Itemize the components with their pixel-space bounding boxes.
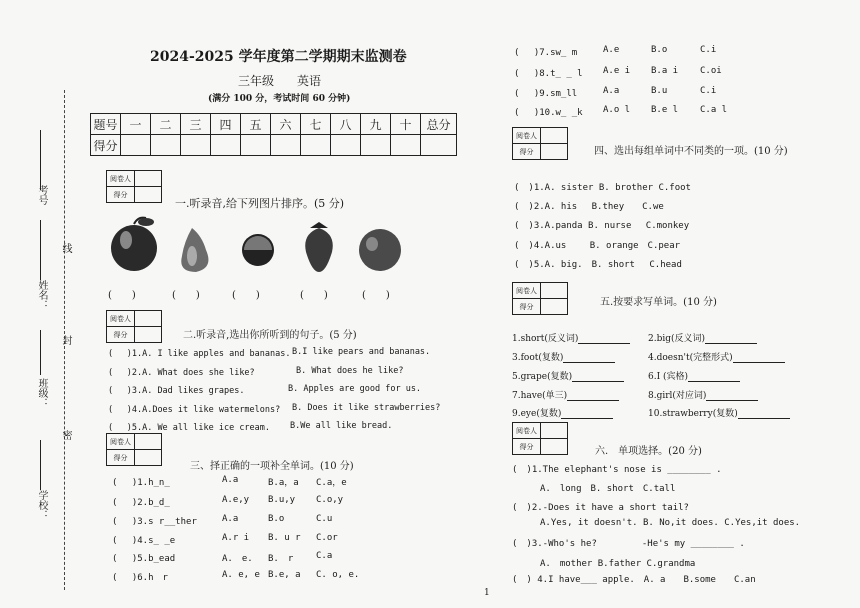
exam-number-line[interactable]: [40, 130, 41, 190]
score-input[interactable]: [541, 144, 568, 160]
s3-option-c[interactable]: C.a l: [700, 105, 728, 115]
s5-prompt: 2.big(反义词): [648, 334, 706, 344]
s3-question[interactable]: ( )4.s_ _e: [112, 536, 176, 546]
s3-option-c[interactable]: C.or: [316, 533, 338, 543]
s3-option-b[interactable]: B.o: [651, 45, 668, 55]
s3-option-b[interactable]: B.a，a: [268, 478, 299, 488]
exam-note: (满分 100 分，考试时间 60 分钟): [208, 94, 351, 104]
s6-question[interactable]: ( )1.The elephant's nose is ________ .: [512, 465, 722, 475]
grader-box-s6: [512, 422, 568, 455]
answer-blank[interactable]: [688, 372, 740, 382]
score-table-cell: 题号: [91, 114, 121, 135]
s6-question[interactable]: ( ) 4.I have___ apple. A. a B.some C.an: [512, 575, 756, 585]
s2-q5-b[interactable]: B.We all like bread.: [290, 421, 393, 431]
s3-option-a[interactable]: A. e.: [222, 554, 253, 564]
s3-option-a[interactable]: A.e,y: [222, 495, 250, 505]
s3-option-a[interactable]: A.e i: [603, 66, 631, 76]
section-6-title: 六. 单项选择。(20 分): [595, 446, 702, 457]
s2-q3-b[interactable]: B. Apples are good for us.: [288, 384, 422, 394]
s6-question[interactable]: ( )3.-Who's he? -He's my ________ .: [512, 539, 745, 549]
reviewer-input[interactable]: [135, 434, 162, 450]
s5-item-right[interactable]: [648, 388, 758, 401]
s3-question[interactable]: ( )6.h r: [112, 573, 168, 583]
s3-option-a[interactable]: A.e: [603, 45, 620, 55]
s2-q3-a[interactable]: ( )3.A. Dad likes grapes.: [108, 386, 245, 396]
score-table-cell: 九: [361, 114, 391, 135]
score-label: 得分: [513, 299, 541, 315]
score-table-cell: 一: [121, 114, 151, 135]
s6-options[interactable]: A. long B. short C.tall: [540, 484, 676, 494]
section-3-title: 三、择正确的一项补全单词。(10 分): [190, 461, 354, 472]
s5-item-left[interactable]: [512, 350, 615, 363]
answer-blank[interactable]: [733, 353, 785, 363]
orange-image: [356, 222, 404, 272]
s3-option-c[interactable]: C.oi: [700, 66, 722, 76]
score-label: 得分: [107, 187, 135, 203]
score-input[interactable]: [135, 187, 162, 203]
s6-question[interactable]: ( )2.-Does it have a short tail?: [512, 503, 689, 513]
score-label: 得分: [513, 439, 541, 455]
score-input-cell[interactable]: [271, 135, 301, 156]
s3-option-c[interactable]: C.u: [316, 514, 333, 524]
score-row-label: 得分: [91, 135, 121, 156]
score-table-score-row: [91, 135, 457, 156]
class-line[interactable]: [40, 330, 41, 375]
s4-item[interactable]: ( )4.A.us B. orange C.pear: [514, 241, 681, 251]
s3-option-a[interactable]: A.r i: [222, 533, 250, 543]
answer-blank[interactable]: [705, 334, 757, 344]
exam-number-label: 考号: [36, 185, 47, 205]
answer-blank[interactable]: [561, 409, 613, 419]
s3-question[interactable]: ( )5.b_ead: [112, 554, 176, 564]
score-input-cell[interactable]: [421, 135, 457, 156]
s2-q4-a[interactable]: ( )4.A.Does it like watermelons?: [108, 405, 281, 415]
score-input[interactable]: [541, 439, 568, 455]
grade-label: 三年级: [238, 74, 275, 88]
s3-question[interactable]: ( )2.b_d_: [112, 498, 170, 508]
score-table-cell: 七: [301, 114, 331, 135]
s2-q1-a[interactable]: ( )1.A. I like apples and bananas.: [108, 349, 291, 359]
answer-blank[interactable]: [572, 372, 624, 382]
section-5-title: 五.按要求写单词。(10 分): [600, 297, 717, 308]
s3-option-c[interactable]: C. o, e.: [316, 570, 360, 580]
s4-item[interactable]: ( )3.A.panda B. nurse C.monkey: [514, 221, 690, 231]
order-bracket-3[interactable]: ( ): [232, 290, 260, 301]
s5-item-right[interactable]: [648, 369, 740, 382]
score-table-cell: 二: [151, 114, 181, 135]
score-input-cell[interactable]: [361, 135, 391, 156]
s3-option-c[interactable]: C.i: [700, 45, 717, 55]
answer-blank[interactable]: [578, 334, 630, 344]
seal-text-feng: 封: [60, 335, 71, 345]
grader-box-s5: [512, 282, 568, 315]
score-input[interactable]: [135, 450, 162, 466]
s5-prompt: 7.have(单三): [512, 391, 568, 401]
s5-item-left[interactable]: [512, 331, 630, 344]
seal-text-xian: 线: [60, 243, 71, 253]
answer-blank[interactable]: [738, 409, 790, 419]
s3-option-b[interactable]: B.e l: [651, 105, 679, 115]
s5-prompt: 5.grape(复数): [512, 372, 573, 382]
s5-prompt: 9.eye(复数): [512, 409, 562, 419]
s3-option-a[interactable]: A.a: [222, 514, 239, 524]
s5-prompt: 6.I (宾格): [648, 372, 689, 382]
s5-item-right[interactable]: [648, 331, 757, 344]
s3-question[interactable]: ( )3.s r__ther: [112, 517, 197, 527]
s2-q1-b[interactable]: B.I like pears and bananas.: [292, 347, 431, 357]
s3-option-a[interactable]: A. e, e: [222, 570, 260, 580]
answer-blank[interactable]: [563, 353, 615, 363]
s3-option-c[interactable]: C.i: [700, 86, 717, 96]
school-label: 学校：: [36, 490, 47, 520]
score-input-cell[interactable]: [331, 135, 361, 156]
score-table-cell: 八: [331, 114, 361, 135]
reviewer-input[interactable]: [541, 128, 568, 144]
reviewer-label: 阅卷人: [513, 423, 541, 439]
reviewer-label: 阅卷人: [107, 171, 135, 187]
score-label: 得分: [513, 144, 541, 160]
score-table-cell: 十: [391, 114, 421, 135]
section-4-title: 四、选出每组单词中不同类的一项。(10 分): [594, 146, 788, 157]
score-input[interactable]: [135, 327, 162, 343]
s3-option-a[interactable]: A.a: [603, 86, 620, 96]
score-input-cell[interactable]: [121, 135, 151, 156]
reviewer-input[interactable]: [541, 423, 568, 439]
section-2-title: 二.听录音,选出你所听到的句子。(5 分): [183, 330, 357, 341]
reviewer-label: 阅卷人: [107, 311, 135, 327]
s3-option-b[interactable]: B. u r: [268, 533, 301, 543]
school-line[interactable]: [40, 440, 41, 490]
s5-item-left[interactable]: [512, 369, 624, 382]
s3-option-a[interactable]: A.o l: [603, 105, 631, 115]
score-input-cell[interactable]: [181, 135, 211, 156]
reviewer-input[interactable]: [135, 171, 162, 187]
s6-options[interactable]: A.Yes, it doesn't. B. No,it does. C.Yes,it does.: [540, 518, 801, 528]
s3-option-b[interactable]: B.a i: [651, 66, 679, 76]
name-label: 姓名：: [36, 280, 47, 310]
s5-prompt: 10.strawberry(复数): [648, 409, 738, 419]
score-input-cell[interactable]: [301, 135, 331, 156]
s4-item[interactable]: ( )1.A. sister B. brother C.foot: [514, 183, 691, 193]
s5-prompt: 3.foot(复数): [512, 353, 564, 363]
s3-option-b[interactable]: B.o: [268, 514, 285, 524]
s4-item[interactable]: ( )2.A. his B.they C.we: [514, 202, 664, 212]
answer-blank[interactable]: [567, 391, 619, 401]
s2-q2-b[interactable]: B. What does he like?: [296, 366, 404, 376]
s3-question[interactable]: ( )7.sw_ m: [514, 48, 578, 58]
grader-box-s2: [106, 310, 162, 343]
score-table-header-row: [91, 114, 457, 135]
order-bracket-1[interactable]: ( ): [108, 290, 136, 301]
s3-option-c[interactable]: C.a: [316, 551, 333, 561]
order-bracket-4[interactable]: ( ): [300, 290, 328, 301]
reviewer-label: 阅卷人: [513, 128, 541, 144]
s5-item-right[interactable]: [648, 406, 790, 419]
score-table: [90, 113, 457, 156]
score-input[interactable]: [541, 299, 568, 315]
s5-prompt: 4.doesn't(完整形式): [648, 353, 733, 363]
s5-prompt: 1.short(反义词): [512, 334, 579, 344]
s3-option-b[interactable]: B.u: [651, 86, 668, 96]
s2-q4-b[interactable]: B. Does it like strawberries?: [292, 403, 441, 413]
page-title: 2024-2025 学年度第二学期期末监测卷: [150, 49, 407, 65]
apple-image: [108, 212, 160, 274]
score-input-cell[interactable]: [211, 135, 241, 156]
score-input-cell[interactable]: [391, 135, 421, 156]
s3-option-c[interactable]: C.a，e: [316, 478, 347, 488]
s3-question[interactable]: ( )1.h_n_: [112, 478, 170, 488]
s5-item-left[interactable]: [512, 388, 619, 401]
grader-box-s3: [106, 433, 162, 466]
reviewer-label: 阅卷人: [513, 283, 541, 299]
watermelon-image: [238, 228, 278, 268]
score-table-cell: 四: [211, 114, 241, 135]
seal-text-mi: 密: [60, 430, 71, 440]
reviewer-input[interactable]: [135, 311, 162, 327]
pear-image: [172, 222, 220, 274]
score-label: 得分: [107, 327, 135, 343]
s5-item-left[interactable]: [512, 406, 613, 419]
s2-q2-a[interactable]: ( )2.A. What does she like?: [108, 368, 255, 378]
score-table-cell: 总分: [421, 114, 457, 135]
page-number: 1: [484, 588, 490, 598]
s2-q5-a[interactable]: ( )5.A. We all like ice cream.: [108, 423, 271, 433]
s6-options[interactable]: A. mother B.father C.grandma: [540, 559, 696, 569]
s3-option-a[interactable]: A.a: [222, 475, 239, 485]
s3-question[interactable]: ( )8.t_ _ l: [514, 69, 583, 79]
order-bracket-5[interactable]: ( ): [362, 290, 390, 301]
s4-item[interactable]: ( )5.A. big. B. short C.head: [514, 260, 682, 270]
grader-box-s4: [512, 127, 568, 160]
s3-question[interactable]: ( )9.sm_ll: [514, 89, 578, 99]
reviewer-input[interactable]: [541, 283, 568, 299]
reviewer-label: 阅卷人: [107, 434, 135, 450]
s3-option-c[interactable]: C.o,y: [316, 495, 344, 505]
s3-option-b[interactable]: B. r: [268, 554, 294, 564]
section-1-title: 一.听录音,给下列图片排序。(5 分): [175, 197, 345, 210]
s3-option-b[interactable]: B.u,y: [268, 495, 296, 505]
s5-prompt: 8.girl(对应词): [648, 391, 707, 401]
name-line[interactable]: [40, 220, 41, 280]
score-label: 得分: [107, 450, 135, 466]
grader-box-s1: [106, 170, 162, 203]
order-bracket-2[interactable]: ( ): [172, 290, 200, 301]
answer-blank[interactable]: [706, 391, 758, 401]
subject-label: 英语: [297, 74, 322, 88]
score-table-cell: 六: [271, 114, 301, 135]
score-input-cell[interactable]: [241, 135, 271, 156]
s5-item-right[interactable]: [648, 350, 785, 363]
score-table-cell: 三: [181, 114, 211, 135]
class-label: 班级：: [36, 378, 47, 408]
score-input-cell[interactable]: [151, 135, 181, 156]
score-table-cell: 五: [241, 114, 271, 135]
s3-option-b[interactable]: B.e, a: [268, 570, 301, 580]
strawberry-image: [300, 218, 338, 274]
s3-question[interactable]: ( )10.w_ _k: [514, 108, 583, 118]
